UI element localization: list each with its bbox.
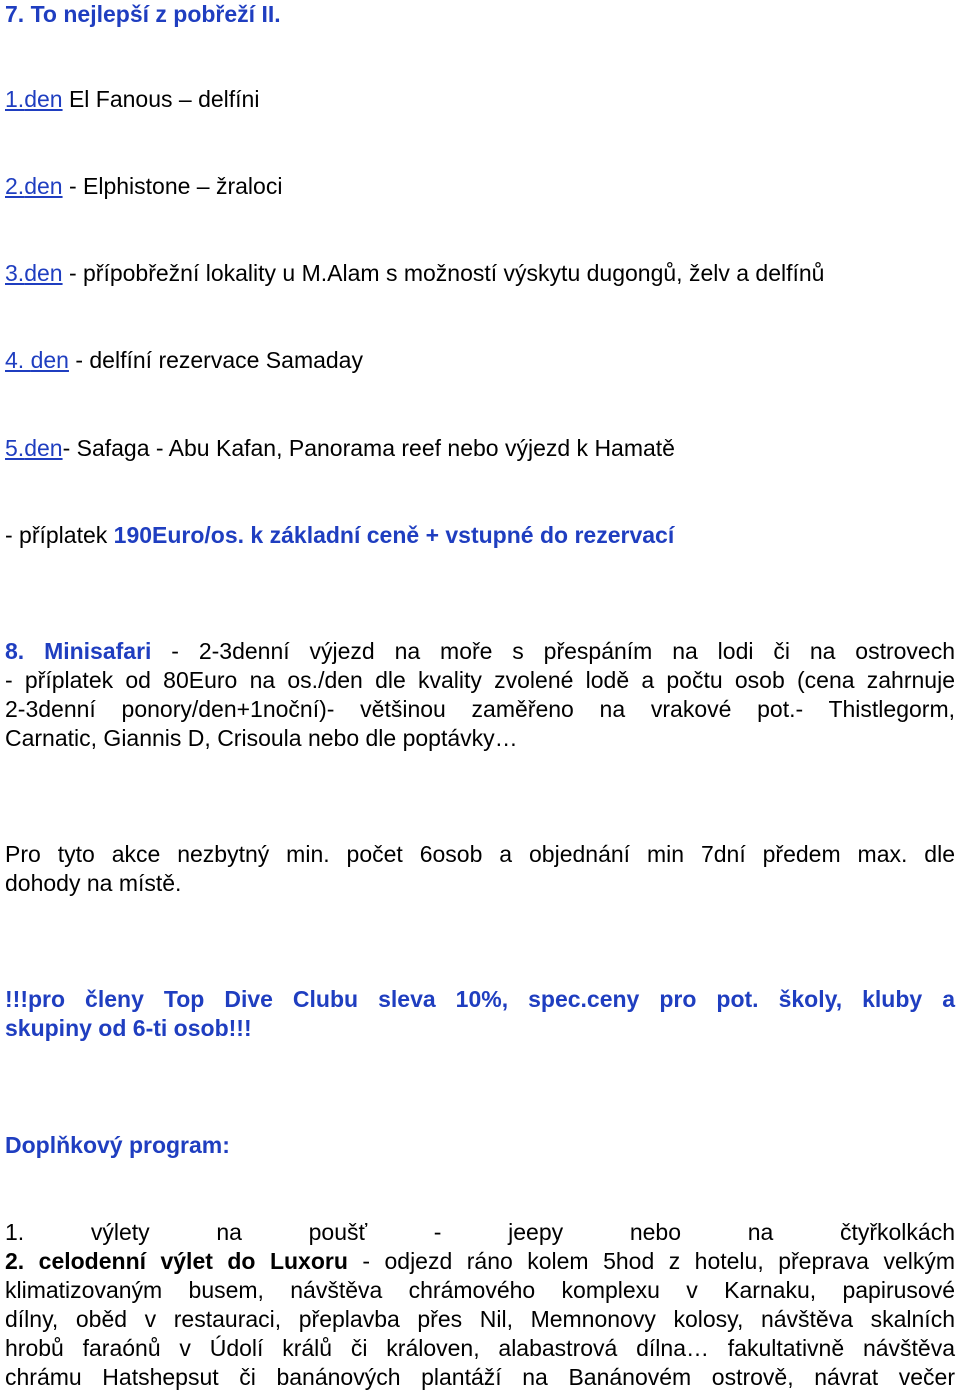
- day-text: - přípobřežní lokality u M.Alam s možností výskytu dugongů, želv a delfínů: [62, 260, 825, 286]
- minisafari-desc: - 2-3denní výjezd na moře s přespáním na lodi či na ostrovech: [151, 638, 955, 664]
- day-label: den: [24, 173, 63, 199]
- day-text: - Elphistone – žraloci: [62, 173, 283, 199]
- page-title: 7. To nejlepší z pobřeží II.: [5, 1, 281, 27]
- extra-item-2-line-1: [5, 1247, 955, 1276]
- extra-item-2-line-2: klimatizovaným busem, návštěva chrámového komplexu v Karnaku, papirusové: [5, 1277, 955, 1303]
- minisafari-line-2: - příplatek od 80Euro na os./den dle kvality zvolené lodě a počtu osob (cena zahrnuje: [5, 667, 955, 693]
- discount-line-1: !!!pro členy Top Dive Clubu sleva 10%, spec.ceny pro pot. školy, kluby a: [5, 986, 955, 1012]
- day-number: 3.: [5, 260, 25, 286]
- day-text: - Safaga - Abu Kafan, Panorama reef nebo výjezd k Hamatě: [62, 435, 675, 461]
- day-label: den: [24, 86, 63, 112]
- day-item-5: [5, 434, 955, 463]
- minisafari-line-4: Carnatic, Giannis D, Crisoula nebo dle poptávky…: [5, 725, 518, 751]
- day-text: El Fanous – delfíni: [62, 86, 260, 112]
- day-label: den: [24, 260, 63, 286]
- surcharge-amount: 190Euro/os. k základní ceně + vstupné do rezervací: [113, 522, 675, 548]
- condition-line-2: dohody na místě.: [5, 870, 182, 896]
- day-text: - delfíní rezervace Samaday: [68, 347, 363, 373]
- luxor-trip-title: 2. celodenní výlet do Luxoru: [5, 1248, 348, 1274]
- minisafari-line-3: 2-3denní ponory/den+1noční)- většinou zaměřeno na vrakové pot.- Thistlegorm,: [5, 696, 955, 722]
- day-label: den: [30, 347, 69, 373]
- extra-item-2-line-3: dílny, oběd v restauraci, přeplavba přes Nil, Memnonovy kolosy, návštěva skalních: [5, 1306, 955, 1332]
- day-number: 2.: [5, 173, 25, 199]
- extra-item-1: 1. výlety na poušť - jeepy nebo na čtyřkolkách: [5, 1219, 955, 1245]
- minisafari-number: 8.: [5, 638, 25, 664]
- condition-line-1: Pro tyto akce nezbytný min. počet 6osob a objednání min 7dní předem max. dle: [5, 841, 955, 867]
- surcharge-line: [5, 521, 955, 550]
- day-item-1: [5, 85, 955, 114]
- minisafari-name: Minisafari: [44, 638, 152, 664]
- day-number: 4.: [5, 347, 31, 373]
- day-item-3: [5, 259, 955, 288]
- extra-item-2-line-4: hrobů faraónů v Údolí králů či královen, alabastrová dílna… fakultativně návštěva: [5, 1335, 955, 1361]
- luxor-trip-desc: - odjezd ráno kolem 5hod z hotelu, přeprava velkým: [347, 1248, 956, 1274]
- day-item-2: [5, 172, 955, 201]
- surcharge-prefix: - příplatek: [5, 522, 114, 548]
- extra-item-2-line-5: chrámu Hatshepsut či banánových plantáží na Banánovém ostrově, návrat večer: [5, 1364, 955, 1390]
- day-number: 5.: [5, 435, 25, 461]
- day-number: 1.: [5, 86, 25, 112]
- day-item-4: [5, 346, 955, 375]
- minisafari-line-1: [5, 637, 955, 666]
- discount-line-2: skupiny od 6-ti osob!!!: [5, 1015, 252, 1041]
- day-label: den: [24, 435, 63, 461]
- extra-program-title: Doplňkový program:: [5, 1132, 230, 1158]
